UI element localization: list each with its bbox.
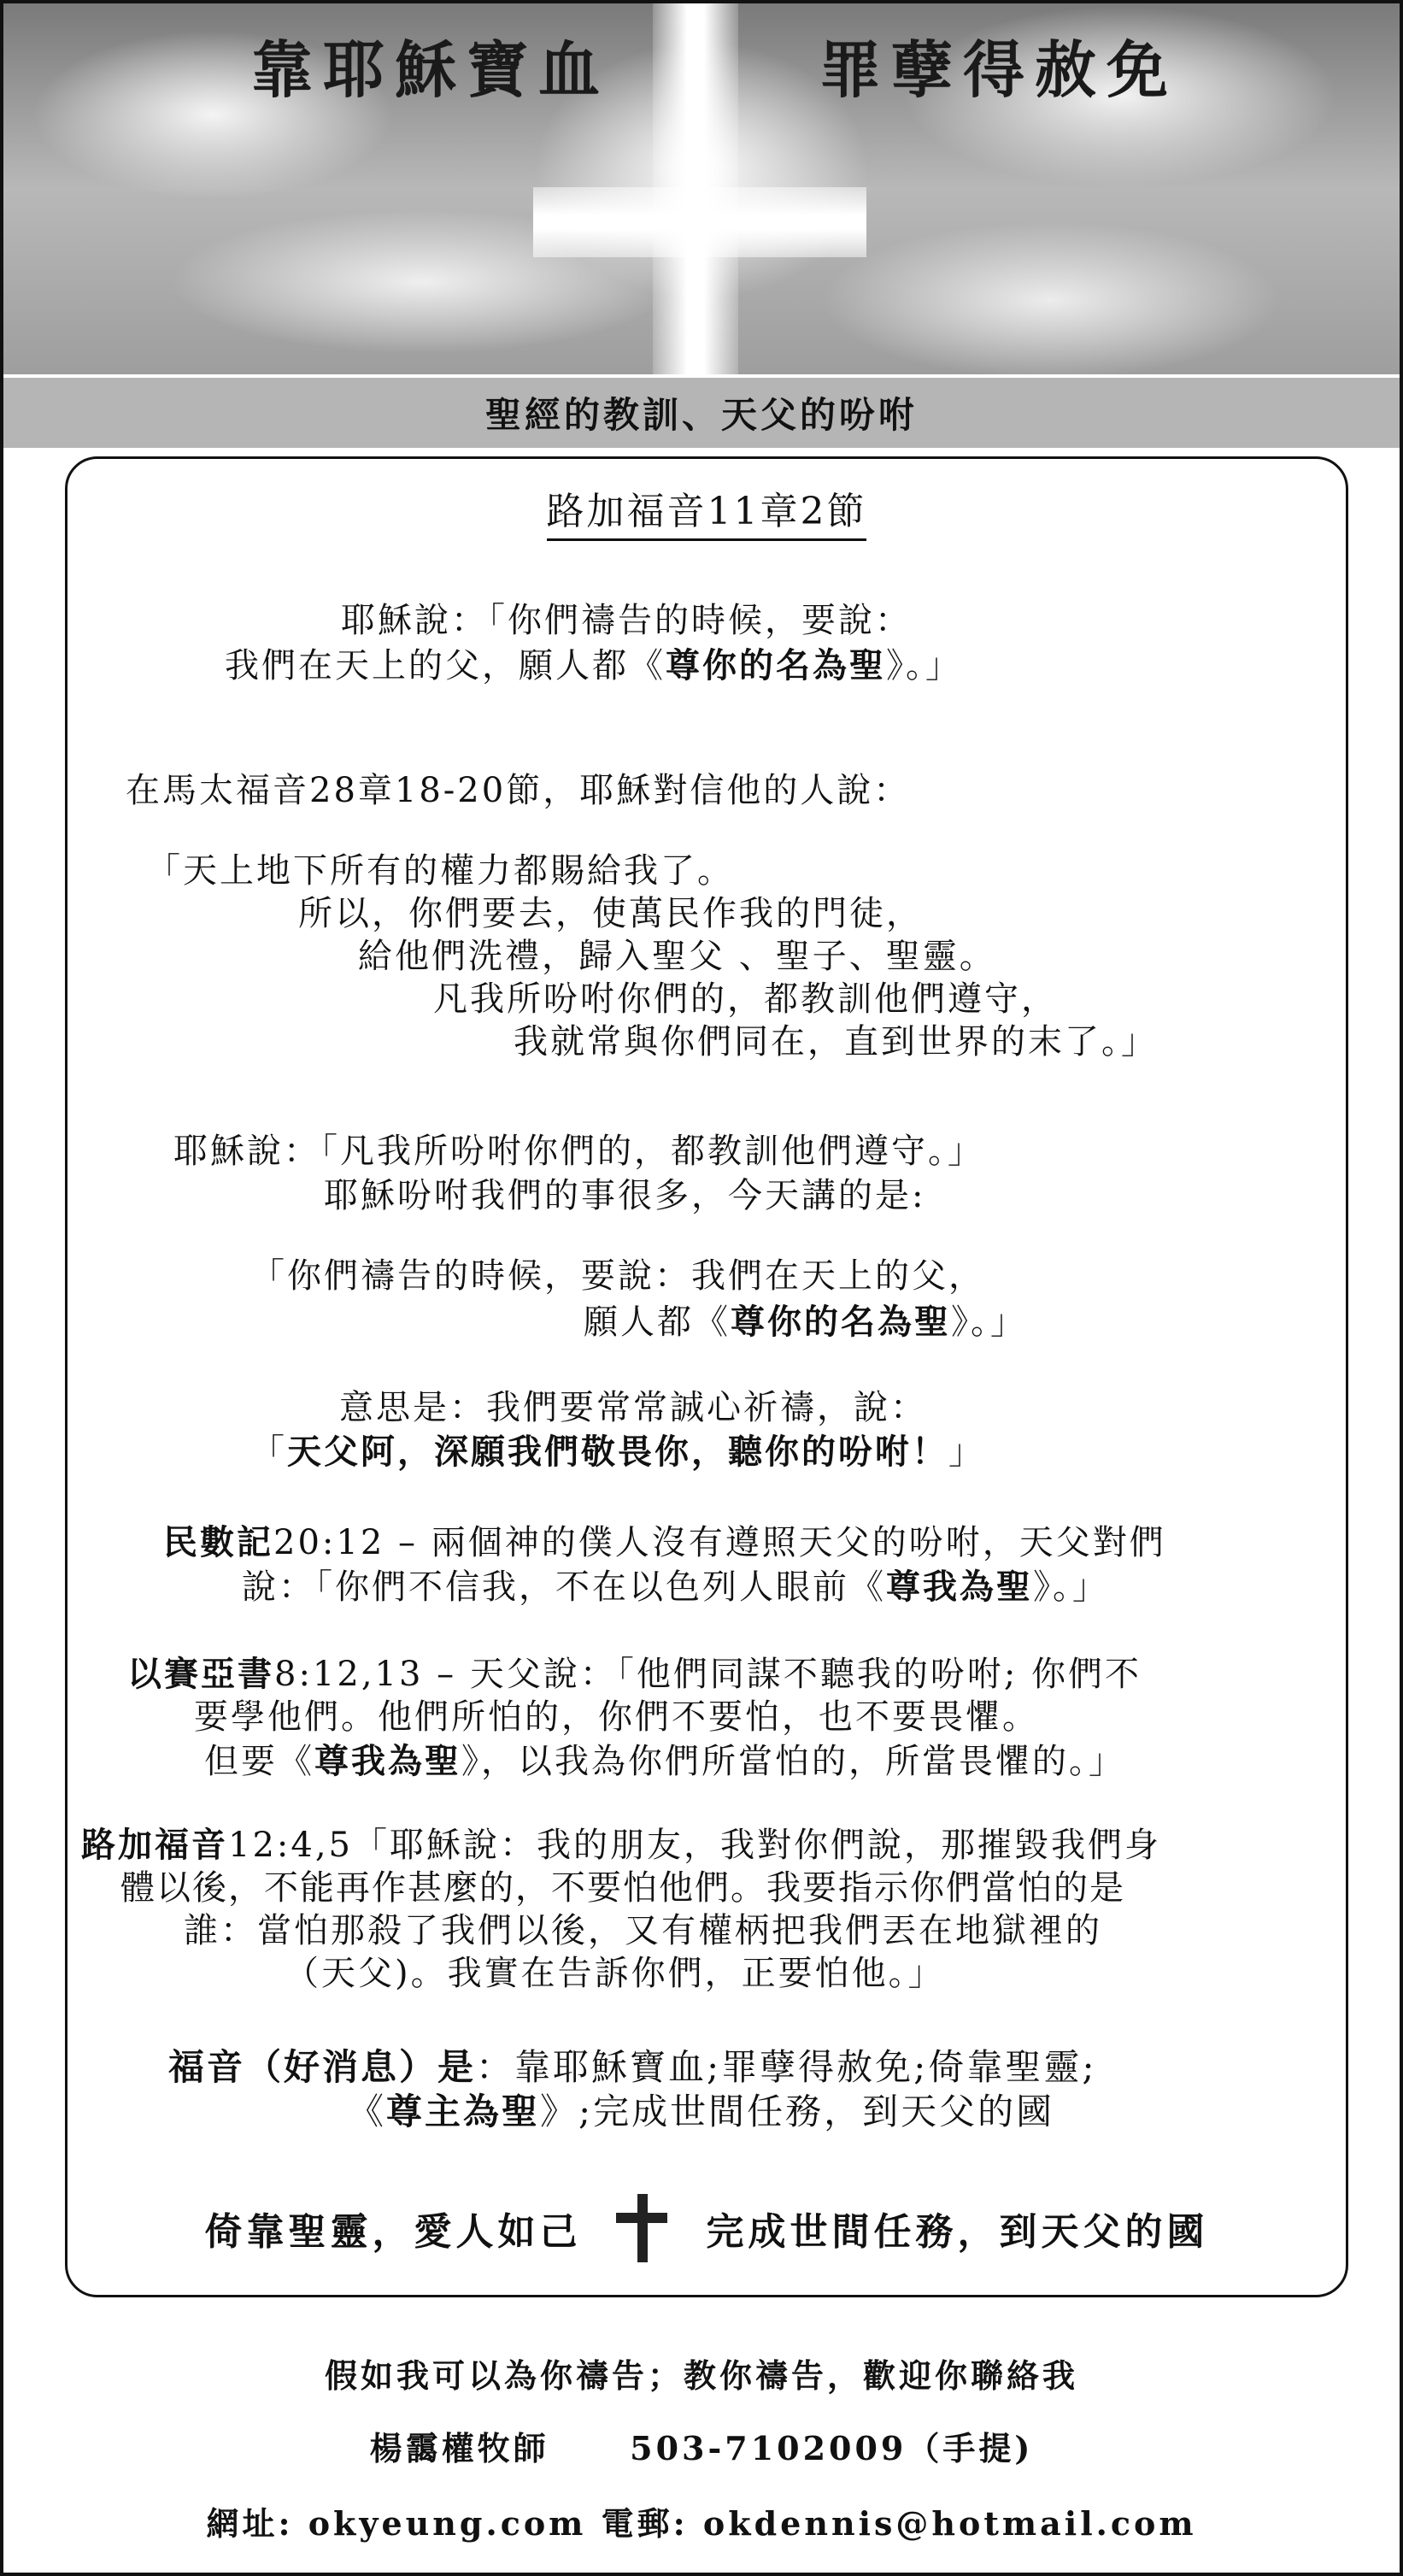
paragraph-line: 說：「你們不信我，不在以色列人眼前《尊我為聖》。」 (242, 1567, 1109, 1607)
content-box (65, 456, 1348, 2297)
pastor-name: 楊靄權牧師 (369, 2429, 549, 2467)
subtitle: 聖經的教訓、天父的吩咐 (484, 394, 918, 436)
footer-links (3, 2497, 1400, 2544)
quote-line: 凡我所吩咐你們的，都教訓他們遵守， (433, 979, 1058, 1019)
email-link[interactable]: okdennis@hotmail.com (702, 2504, 1197, 2543)
cross-icon (616, 2194, 667, 2262)
quote-line: 「你們禱告的時候，要說：我們在天上的父， (250, 1256, 985, 1296)
quote-line: 願人都《尊你的名為聖》。」 (584, 1302, 1027, 1342)
website-link[interactable]: okyeung.com (308, 2504, 587, 2543)
banner-title-left: 靠耶穌寶血 (251, 33, 611, 106)
paragraph-line: 要學他們。他們所怕的，你們不要怕，也不要畏懼。 (194, 1697, 1039, 1737)
header-banner (3, 3, 1400, 374)
paragraph-line: 《尊主為聖》;完成世間任務，到天父的國 (348, 2091, 1055, 2132)
paragraph-line: 以賽亞書8:12,13 – 天父說：「他們同謀不聽我的吩咐; 你們不 (127, 1654, 1142, 1694)
quote-line: 「天父阿，深願我們敬畏你，聽你的吩咐！」 (250, 1432, 985, 1472)
cross-icon-arm (533, 187, 866, 257)
paragraph-line: 耶穌吩咐我們的事很多，今天講的是: (324, 1176, 926, 1215)
quote-line: 給他們洗禮，歸入聖父 、聖子、聖靈。 (358, 937, 996, 976)
subtitle-bar (3, 378, 1400, 448)
footer-line: 假如我可以為你禱告；教你禱告，歡迎你聯絡我 (324, 2356, 1078, 2395)
email-label: 電郵: (601, 2504, 689, 2543)
paragraph-line: 意思是：我們要常常誠心祈禱，說： (339, 1388, 927, 1427)
paragraph-line: 路加福音12:4,5「耶穌說：我的朋友，我對你們說，那摧毀我們身 (81, 1825, 1161, 1865)
paragraph-line: 耶穌說：「凡我所吩咐你們的，都教訓他們遵守。」 (173, 1132, 984, 1171)
phone-number: 503-7102009（手提) (630, 2429, 1034, 2467)
paragraph-line: 誰：當怕那殺了我們以後，又有權柄把我們丟在地獄裡的 (184, 1911, 1102, 1950)
paragraph-line: 但要《尊我為聖》，以我為你們所當怕的，所當畏懼的。」 (204, 1741, 1125, 1781)
paragraph-line: （天父)。我實在告訴你們，正要怕他。」 (285, 1954, 945, 1993)
footer-contact (3, 2422, 1400, 2469)
reference-title: 路加福音11章2節 (68, 491, 1346, 532)
quote-line: 我就常與你們同在，直到世界的末了。」 (514, 1022, 1158, 1062)
web-label: 網址: (206, 2504, 294, 2543)
closing-right: 完成世間任務，到天父的國 (706, 2210, 1209, 2254)
paragraph-line: 體以後，不能再作甚麼的，不要怕他們。我要指示你們當怕的是 (120, 1868, 1125, 1908)
paragraph-line: 我們在天上的父，願人都《尊你的名為聖》。」 (225, 645, 962, 685)
paragraph-line: 民數記20:12 – 兩個神的僕人沒有遵照天父的吩咐，天父對們 (163, 1522, 1166, 1562)
closing-left: 倚靠聖靈，愛人如己 (204, 2210, 582, 2254)
paragraph-line: 福音（好消息）是：靠耶穌寶血;罪孽得赦免;倚靠聖靈; (168, 2046, 1097, 2088)
quote-line: 所以，你們要去，使萬民作我的門徒， (298, 894, 923, 933)
banner-title-right: 罪孽得赦免 (819, 33, 1179, 106)
quote-line: 「天上地下所有的權力都賜給我了。 (146, 851, 734, 891)
closing-line (68, 2194, 1346, 2262)
paragraph-line: 耶穌說：「你們禱告的時候，要說： (341, 601, 912, 640)
paragraph-line: 在馬太福音28章18-20節，耶穌對信他的人說： (126, 771, 911, 810)
